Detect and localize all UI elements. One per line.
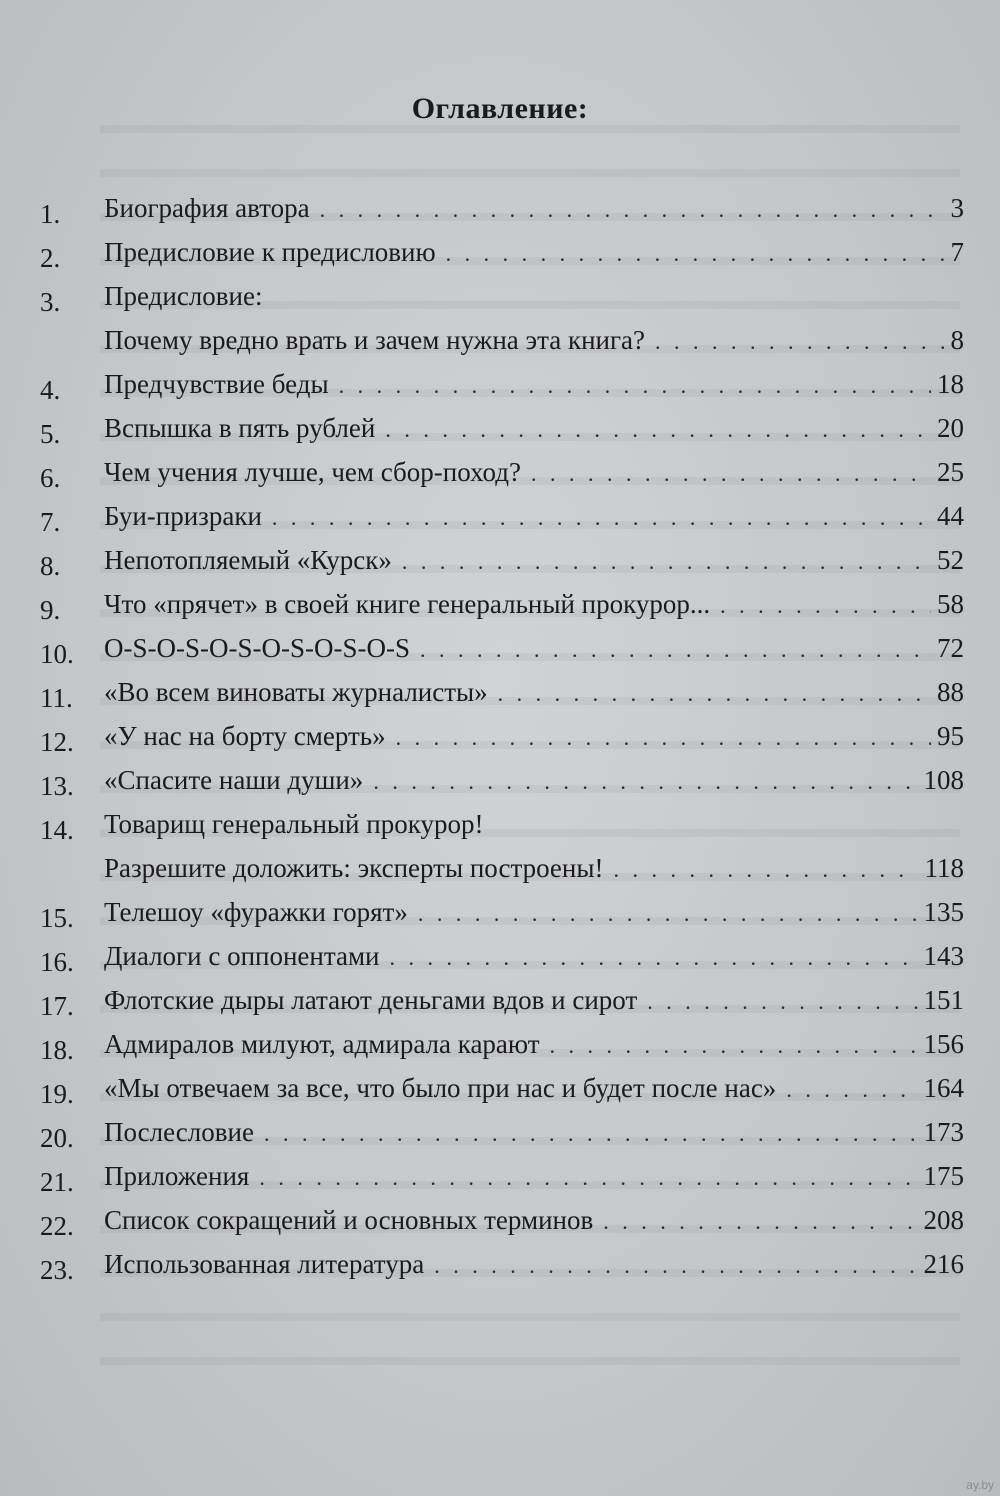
toc-entry-number: 11. — [40, 683, 73, 713]
toc-entry-page-number: 44 — [937, 501, 964, 531]
dot-leader — [339, 364, 931, 408]
toc-entry — [40, 802, 964, 846]
toc-entry — [40, 758, 964, 802]
toc-entry-page-number: 52 — [937, 545, 964, 575]
toc-entry-number: 22. — [40, 1211, 74, 1241]
dot-leader — [614, 848, 919, 892]
toc-entry-title: Буи-призраки — [104, 501, 262, 531]
toc-entry-number: 21. — [40, 1167, 74, 1197]
toc-entry-number: 8. — [40, 551, 61, 581]
toc-entry-page-number: 208 — [923, 1205, 964, 1235]
dot-leader — [498, 672, 931, 716]
toc-entry — [40, 934, 964, 978]
dot-leader — [264, 1112, 918, 1156]
toc-entry-page-number: 88 — [937, 677, 964, 707]
toc-entry-line — [104, 846, 964, 892]
table-of-contents — [40, 186, 964, 1286]
toc-entry — [40, 978, 964, 1022]
toc-entry-line — [104, 538, 964, 584]
toc-entry-number: 7. — [40, 507, 61, 537]
toc-entry-line — [104, 274, 964, 318]
toc-entry-line — [104, 362, 964, 408]
toc-entry — [40, 186, 964, 230]
dot-leader — [603, 1200, 917, 1244]
toc-entry-title: Почему вредно врать и зачем нужна эта книга? — [104, 325, 646, 355]
toc-entry-number: 12. — [40, 727, 74, 757]
toc-entry-page-number: 143 — [923, 941, 964, 971]
toc-entry-number: 10. — [40, 639, 74, 669]
toc-entry-title: Диалоги с оппонентами — [104, 941, 380, 971]
dot-leader — [418, 892, 918, 936]
toc-entry-title: «Во всем виноваты журналисты» — [104, 677, 488, 707]
toc-entry-line — [104, 626, 964, 672]
toc-entry-title: Предчувствие беды — [104, 369, 329, 399]
dot-leader — [373, 760, 917, 804]
dot-leader — [390, 936, 918, 980]
toc-entry-number: 17. — [40, 991, 74, 1021]
dot-leader — [385, 408, 931, 452]
toc-entry-line — [104, 494, 964, 540]
toc-entry-title: Предисловие: — [104, 281, 263, 311]
toc-entry-page-number: 118 — [924, 853, 964, 883]
dot-leader — [550, 1024, 918, 1068]
toc-entry-line — [104, 406, 964, 452]
toc-entry-line — [104, 1154, 964, 1200]
toc-entry — [40, 362, 964, 406]
toc-entry-page-number: 95 — [937, 721, 964, 751]
toc-entry-line — [104, 714, 964, 760]
toc-entry-page-number: 18 — [937, 369, 964, 399]
toc-entry-page-number: 156 — [923, 1029, 964, 1059]
toc-entry — [40, 670, 964, 714]
dot-leader — [786, 1068, 917, 1112]
dot-leader — [259, 1156, 917, 1200]
toc-entry — [40, 1066, 964, 1110]
toc-entry-line — [104, 802, 964, 846]
toc-entry-line — [104, 582, 964, 628]
toc-entry-page-number: 58 — [937, 589, 964, 619]
toc-entry-line — [104, 186, 964, 232]
toc-entry-page-number: 108 — [923, 765, 964, 795]
toc-entry — [40, 1154, 964, 1198]
toc-entry-page-number: 216 — [923, 1249, 964, 1279]
toc-entry-number: 23. — [40, 1255, 74, 1285]
toc-entry-title: Биография автора — [104, 193, 310, 223]
toc-entry-line — [104, 978, 964, 1024]
toc-entry-number: 16. — [40, 947, 74, 977]
toc-entry — [40, 538, 964, 582]
toc-entry-number: 20. — [40, 1123, 74, 1153]
dot-leader — [396, 716, 931, 760]
toc-entry — [40, 1022, 964, 1066]
toc-entry-title: Разрешите доложить: эксперты построены! — [104, 853, 604, 883]
toc-entry-page-number: 7 — [950, 237, 964, 267]
dot-leader — [446, 232, 945, 276]
toc-entry-number: 19. — [40, 1079, 74, 1109]
dot-leader — [531, 452, 931, 496]
toc-entry-number: 15. — [40, 903, 74, 933]
toc-entry-number: 1. — [40, 199, 61, 229]
toc-entry-page-number: 72 — [937, 633, 964, 663]
toc-entry-title: Чем учения лучше, чем сбор-поход? — [104, 457, 521, 487]
toc-entry-line — [104, 230, 964, 276]
toc-entry-line — [104, 1066, 964, 1112]
toc-entry-title: «Спасите наши души» — [104, 765, 364, 795]
toc-entry-title: Непотопляемый «Курск» — [104, 545, 392, 575]
toc-entry — [40, 1242, 964, 1286]
toc-entry-title: Приложения — [104, 1161, 250, 1191]
toc-entry — [40, 450, 964, 494]
toc-entry-line — [104, 1242, 964, 1288]
toc-entry — [40, 626, 964, 670]
toc-entry-title: «Мы отвечаем за все, что было при нас и будет после нас» — [104, 1073, 777, 1103]
toc-entry-line — [104, 758, 964, 804]
toc-entry-title: Телешоу «фуражки горят» — [104, 897, 408, 927]
toc-entry-title: Вспышка в пять рублей — [104, 413, 376, 443]
toc-entry-title: Флотские дыры латают деньгами вдов и сирот — [104, 985, 638, 1015]
toc-entry — [40, 406, 964, 450]
dot-leader — [647, 980, 917, 1024]
dot-leader — [272, 496, 931, 540]
dot-leader — [320, 188, 945, 232]
toc-entry-page-number: 20 — [937, 413, 964, 443]
toc-entry-title: Предисловие к предисловию — [104, 237, 436, 267]
toc-entry-number: 3. — [40, 287, 61, 317]
toc-entry-line — [104, 450, 964, 496]
toc-entry-title: Адмиралов милуют, адмирала карают — [104, 1029, 540, 1059]
toc-entry-page-number: 135 — [923, 897, 964, 927]
page-title: Оглавление: — [411, 92, 589, 125]
toc-entry — [40, 274, 964, 318]
toc-entry-line — [104, 934, 964, 980]
toc-entry-title: O-S-O-S-O-S-O-S-O-S-O-S — [104, 633, 410, 663]
toc-entry — [40, 494, 964, 538]
toc-entry — [40, 230, 964, 274]
toc-entry-line — [104, 1110, 964, 1156]
toc-entry-number: 18. — [40, 1035, 74, 1065]
toc-entry — [40, 1110, 964, 1154]
toc-entry-title: Список сокращений и основных терминов — [104, 1205, 594, 1235]
toc-entry-page-number: 175 — [923, 1161, 964, 1191]
toc-entry — [40, 714, 964, 758]
dot-leader — [720, 584, 931, 628]
toc-entry-line — [104, 1198, 964, 1244]
toc-entry-line — [104, 670, 964, 716]
dot-leader — [655, 320, 944, 364]
toc-entry-number: 2. — [40, 243, 61, 273]
toc-entry-number: 6. — [40, 463, 61, 493]
dot-leader — [434, 1244, 917, 1288]
toc-entry-line — [104, 890, 964, 936]
toc-entry-page-number: 173 — [923, 1117, 964, 1147]
toc-entry-page-number: 164 — [923, 1073, 964, 1103]
toc-entry-page-number: 25 — [937, 457, 964, 487]
toc-entry-line — [104, 318, 964, 364]
toc-entry-title: «У нас на борту смерть» — [104, 721, 386, 751]
toc-entry-page-number: 3 — [950, 193, 964, 223]
toc-entry-number: 14. — [40, 815, 74, 845]
toc-entry-title: Использованная литература — [104, 1249, 425, 1279]
toc-entry-number: 4. — [40, 375, 61, 405]
toc-entry — [40, 582, 964, 626]
toc-entry-number: 5. — [40, 419, 61, 449]
dot-leader — [420, 628, 931, 672]
toc-entry-page-number: 151 — [923, 985, 964, 1015]
toc-entry-number: 13. — [40, 771, 74, 801]
toc-entry-page-number: 8 — [950, 325, 964, 355]
toc-entry — [40, 318, 964, 362]
toc-entry-number: 9. — [40, 595, 61, 625]
dot-leader — [402, 540, 931, 584]
watermark-text: ay.by — [966, 1478, 994, 1492]
toc-entry-title: Что «прячет» в своей книге генеральный прокурор... — [104, 589, 711, 619]
toc-entry — [40, 890, 964, 934]
toc-entry-line — [104, 1022, 964, 1068]
toc-entry — [40, 1198, 964, 1242]
toc-entry-title: Товарищ генеральный прокурор! — [104, 809, 484, 839]
toc-entry — [40, 846, 964, 890]
toc-entry-title: Послесловие — [104, 1117, 254, 1147]
